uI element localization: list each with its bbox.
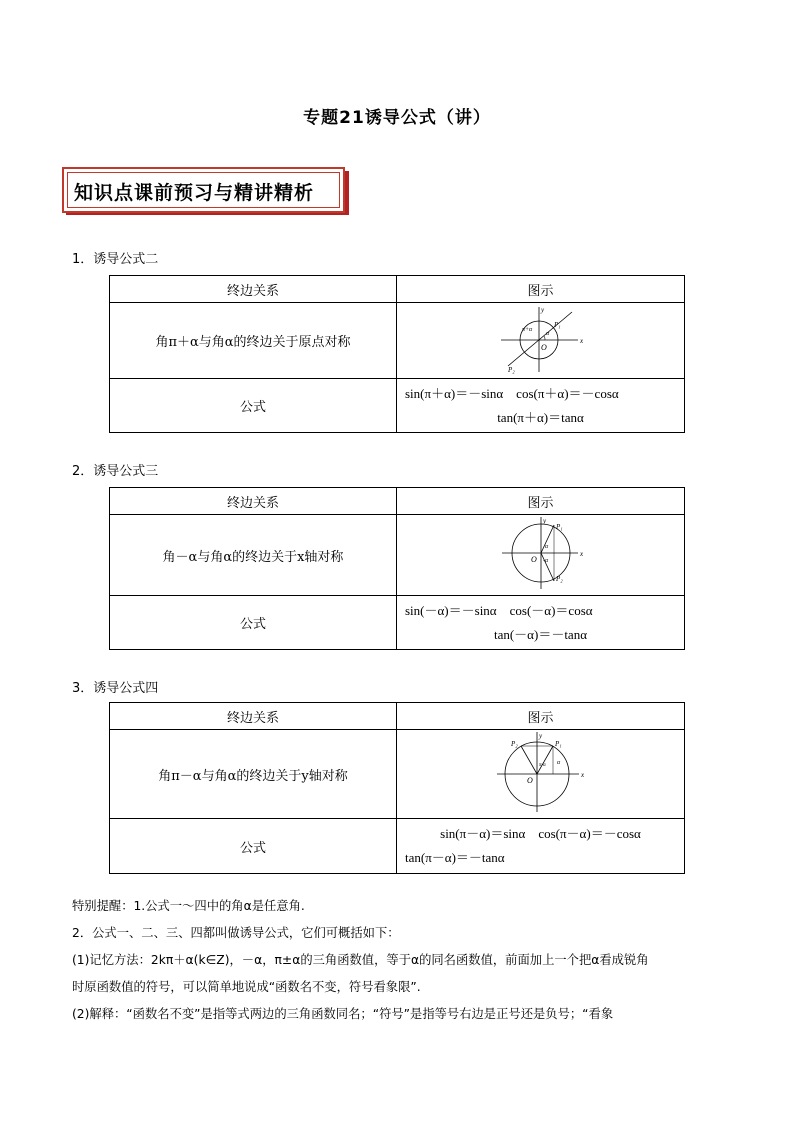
note-line: (1)记忆方法：2kπ＋α(k∈Z)，－α，π±α的三角函数值，等于α的同名函数值，前面加上一个把α看成锐角 bbox=[72, 953, 649, 967]
angle-arc bbox=[544, 336, 545, 340]
formula-line-2: tan(π＋α)＝tanα bbox=[497, 409, 584, 425]
figure-cell bbox=[397, 515, 685, 596]
notes-block bbox=[72, 893, 724, 1028]
section-heading-2: 2．诱导公式三 bbox=[72, 464, 159, 479]
banner-text: 知识点课前预习与精讲精析 bbox=[74, 182, 315, 204]
formula-cell bbox=[397, 379, 685, 433]
label-origin: O bbox=[526, 776, 533, 785]
section-banner bbox=[62, 167, 347, 213]
relation-cell: 角－α与角α的终边关于x轴对称 bbox=[110, 515, 397, 596]
label-x: x bbox=[579, 336, 583, 345]
label-p1: P₁ bbox=[554, 740, 562, 748]
note-line: 特别提醒：1.公式一～四中的角α是任意角. bbox=[72, 899, 305, 913]
label-y: y bbox=[540, 305, 544, 314]
header-relation: 终边关系 bbox=[110, 276, 397, 303]
label-x: x bbox=[579, 550, 583, 558]
label-p1: P₁ bbox=[553, 320, 561, 329]
header-figure: 图示 bbox=[397, 703, 685, 730]
formula-line-1: sin(π＋α)＝－sinα cos(π＋α)＝－cosα bbox=[405, 385, 619, 401]
unit-circle-figure-1 bbox=[496, 304, 586, 374]
label-alpha: α bbox=[545, 330, 549, 337]
header-figure: 图示 bbox=[397, 276, 685, 303]
note-line: 2．公式一、二、三、四都叫做诱导公式，它们可概括如下： bbox=[72, 926, 400, 940]
header-relation: 终边关系 bbox=[110, 488, 397, 515]
unit-circle-figure-3 bbox=[493, 730, 589, 814]
relation-cell: 角π＋α与角α的终边关于原点对称 bbox=[110, 303, 397, 379]
label-p2: P₂ bbox=[555, 575, 563, 583]
figure-cell bbox=[397, 730, 685, 819]
formula-line-1: sin(π－α)＝sinα cos(π－α)＝－cosα bbox=[440, 826, 641, 841]
figure-cell bbox=[397, 303, 685, 379]
section-heading-3: 3．诱导公式四 bbox=[72, 681, 159, 696]
formula-table-1 bbox=[109, 275, 685, 433]
label-x: x bbox=[580, 771, 584, 779]
note-line: (2)解释：“函数名不变”是指等式两边的三角函数同名；“符号”是指等号右边是正号还是负号；“看象 bbox=[72, 1007, 614, 1021]
label-origin: O bbox=[530, 555, 537, 564]
label-y: y bbox=[538, 732, 542, 740]
formula-line-1: sin(－α)＝－sinα cos(－α)＝cosα bbox=[405, 602, 593, 618]
formula-cell bbox=[397, 596, 685, 650]
header-relation: 终边关系 bbox=[110, 703, 397, 730]
formula-table-3 bbox=[109, 702, 685, 874]
banner-box bbox=[62, 167, 345, 213]
relation-cell: 角π－α与角α的终边关于y轴对称 bbox=[110, 730, 397, 819]
formula-label: 公式 bbox=[110, 819, 397, 874]
label-p2: P₂ bbox=[507, 365, 515, 374]
note-line: 时原函数值的符号，可以简单地说成“函数名不变，符号看象限”. bbox=[72, 980, 421, 994]
formula-line-2: tan(π－α)＝－tanα bbox=[405, 850, 505, 865]
formula-label: 公式 bbox=[110, 379, 397, 433]
label-y: y bbox=[542, 517, 546, 525]
label-alpha: α bbox=[544, 544, 548, 550]
label-neg-alpha: -α bbox=[542, 558, 548, 564]
formula-cell bbox=[397, 819, 685, 874]
section-heading-1: 1．诱导公式二 bbox=[72, 252, 159, 267]
formula-label: 公式 bbox=[110, 596, 397, 650]
label-p2: P₂ bbox=[510, 740, 518, 748]
terminal-side-alpha bbox=[537, 746, 553, 774]
header-figure: 图示 bbox=[397, 488, 685, 515]
label-pi-plus-alpha: π+α bbox=[521, 326, 532, 333]
formula-line-2: tan(－α)＝－tanα bbox=[493, 626, 588, 642]
label-pi-minus-alpha: π-α bbox=[538, 763, 546, 768]
page-title: 专题21诱导公式（讲） bbox=[303, 108, 491, 128]
unit-circle-figure-2 bbox=[496, 515, 586, 591]
label-alpha: α bbox=[556, 760, 560, 766]
formula-table-2 bbox=[109, 487, 685, 650]
terminal-side-pi-minus-alpha bbox=[521, 746, 537, 774]
terminal-line bbox=[508, 312, 572, 366]
label-origin: O bbox=[540, 342, 547, 352]
label-p1: P₁ bbox=[555, 523, 563, 531]
